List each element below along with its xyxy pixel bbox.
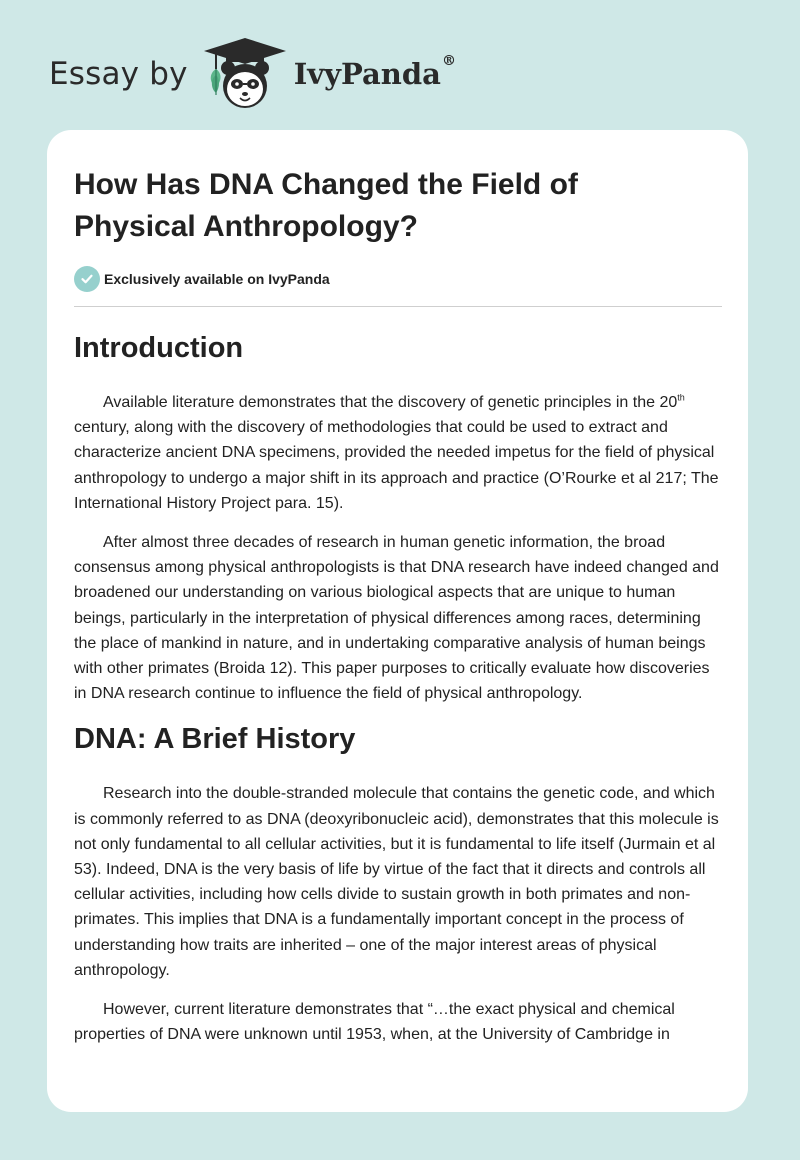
essay-card [47, 130, 748, 1112]
exclusive-badge [74, 266, 722, 292]
paragraph: Research into the double-stranded molecule that contains the genetic code, and which is commonly referred to as DNA (deoxyribonucleic acid), demonstrates that this molecule is not only fundamental to all cellular activities, but it is fundamental to life itself (Jurmain et al 53). Indeed, DNA is the very basis of life by virtue of the fact that it directs and controls all cellular activities, including how cells divide to sustain growth in both primates and non-primates. This implies that DNA is a fundamentally important concept in the process of understanding how traits are inherited – one of the major interest areas of physical anthropology. [74, 785, 719, 979]
paragraph: However, current literature demonstrates that “…the exact physical and chemical properties of DNA were unknown until 1953, when, at the University of Cambridge in [74, 1001, 675, 1044]
superscript: th [677, 392, 685, 403]
essay-title [74, 164, 722, 248]
exclusive-label: Exclusively available on IvyPanda [104, 271, 330, 287]
check-circle-icon [74, 266, 100, 292]
panda-graduation-cap-logo [202, 35, 288, 113]
section-heading-dna-history: DNA: A Brief History [74, 723, 356, 756]
brand-header [49, 34, 456, 114]
section-heading-introduction: Introduction [74, 332, 244, 364]
brand-prefix: Essay by [49, 56, 188, 92]
paragraph: Available literature demonstrates that the discovery of genetic principles in the 20th century, along with the discovery of methodologies that could be used to extract and characterize ancient DNA specimens, provided the needed impetus for the field of physical anthropology to undergo a major shift in its approach and practice (O’Rourke et al 217; The International History Project para. 15). [74, 392, 719, 512]
paragraph: After almost three decades of research in human genetic information, the broad consensus among physical anthropologists is that DNA research have indeed changed and broadened our understanding on various biological aspects that are unique to human beings, particularly in the interpretation of physical differences among races, determining the place of mankind in nature, and in undertaking comparative analysis of human beings with other primates (Broida 12). This paper purposes to critically evaluate how discoveries in DNA research continue to influence the field of physical anthropology. [74, 534, 719, 703]
registered-mark: ® [441, 53, 456, 69]
brand-name: IvyPanda® [293, 53, 456, 91]
title-line-1: How Has DNA Changed the Field of [74, 168, 578, 201]
divider [74, 306, 722, 307]
title-line-2: Physical Anthropology? [74, 210, 418, 243]
